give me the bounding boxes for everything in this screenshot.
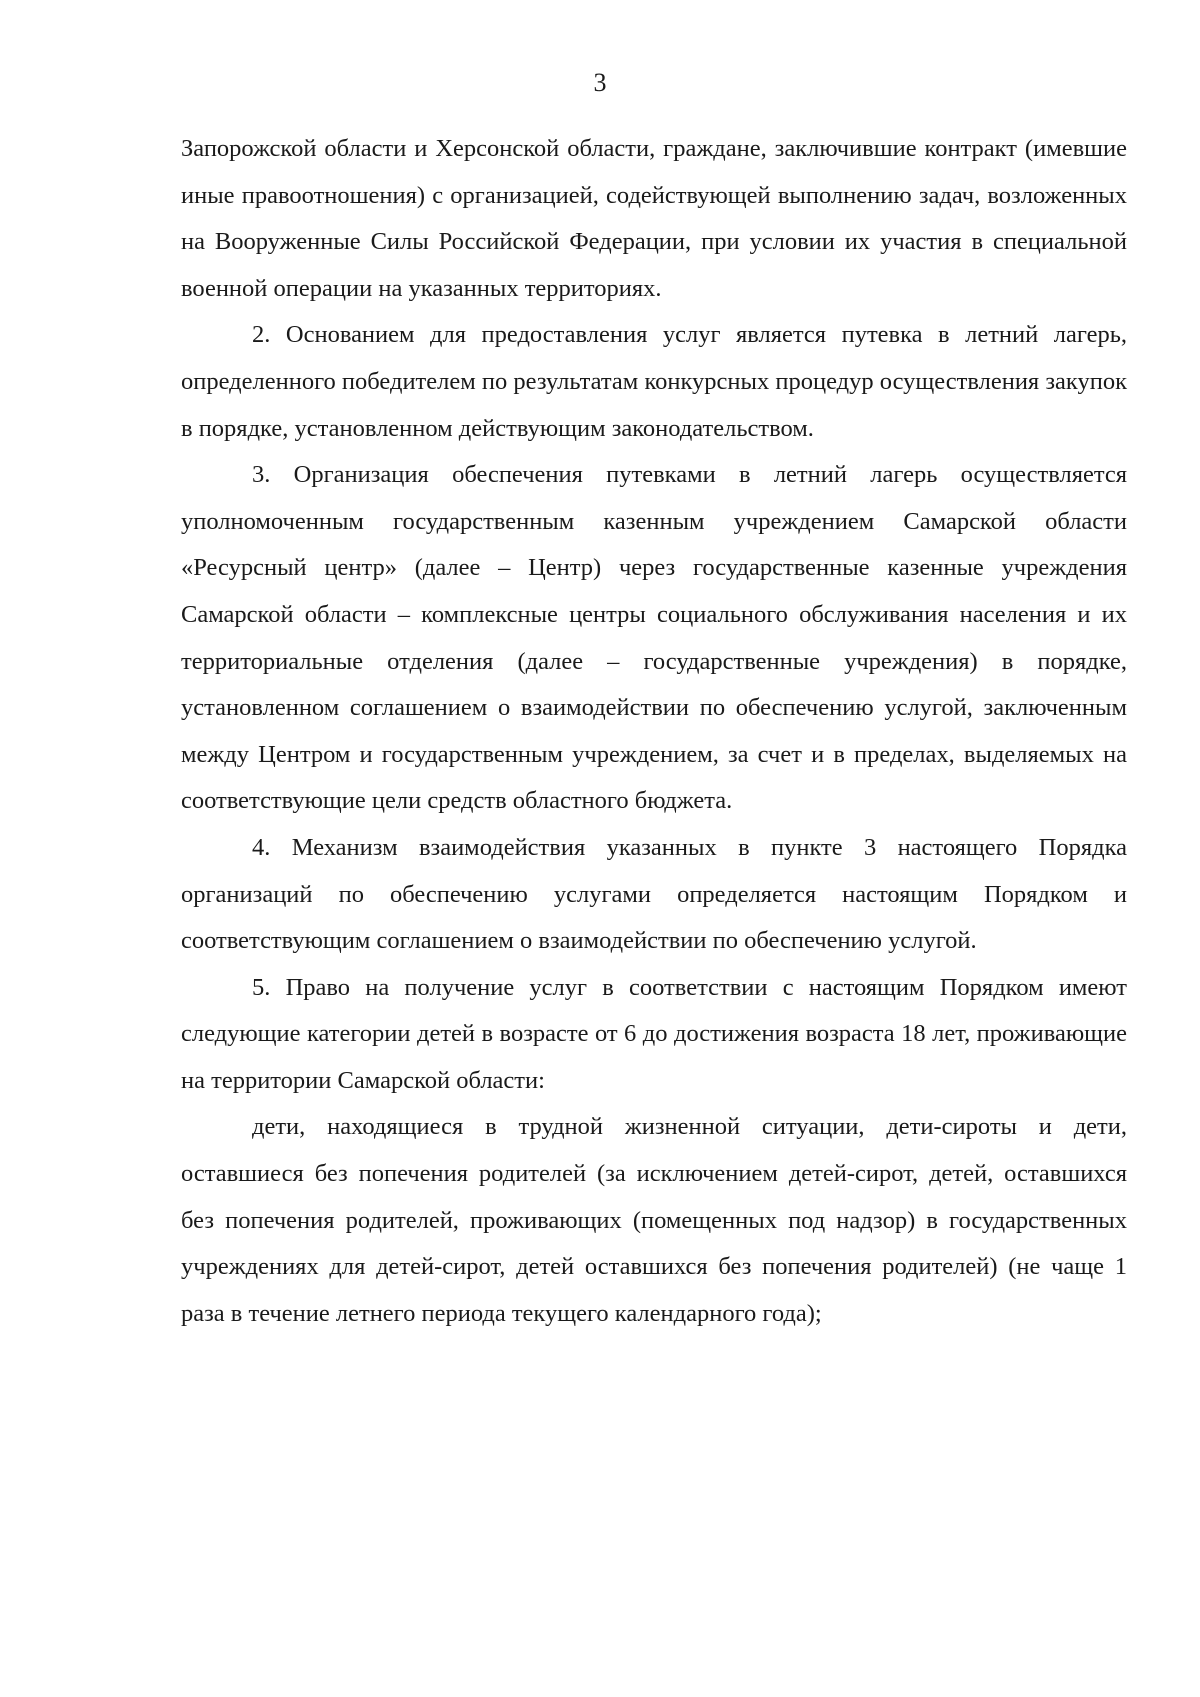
paragraph-4: 4. Механизм взаимодействия указанных в пункте 3 настоящего Порядка организаций по обеспечению услугами определяется настоящим Порядком и соответствующим соглашением о взаимодействии по обеспечению услугой. — [181, 833, 1127, 955]
paragraph-2: 2. Основанием для предоставления услуг является путевка в летний лагерь, определенного победителем по результатам конкурсных процедур осуществления закупок в порядке, установленном действующим законодательством. — [181, 321, 1127, 442]
paragraph-5-category-1: дети, находящиеся в трудной жизненной ситуации, дети-сироты и дети, оставшиеся без попечения родителей (за исключением детей-сирот, детей, оставшихся без попечения родителей, проживающих (помещенных под надзор) в государственных учреждениях для детей-сирот, детей оставшихся без попечения родителей) (не чаще 1 раза в течение летнего периода текущего календарного года); — [181, 1113, 1127, 1327]
paragraph-3: 3. Организация обеспечения путевками в летний лагерь осуществляется уполномоченным государственным казенным учреждением Самарской области «Ресурсный центр» (далее – Центр) через государственные казенные учреждения Самарской области – комплексные центры социального обслуживания населения и их территориальные отделения (далее – государственные учреждения) в порядке, установленном соглашением о взаимодействии по обеспечению услугой, заключенным между Центром и государственным учреждением, за счет и в пределах, выделяемых на соответствующие цели средств областного бюджета. — [181, 461, 1127, 815]
paragraph-continuation: Запорожской области и Херсонской области, граждане, заключившие контракт (имевшие иные правоотношения) с организацией, содействующей выполнению задач, возложенных на Вооруженные Силы Российской Федерации, при условии их участия в специальной военной операции на указанных территориях. — [181, 135, 1127, 302]
page-number: 3 — [593, 68, 607, 97]
paragraph-5: 5. Право на получение услуг в соответствии с настоящим Порядком имеют следующие категории детей в возрасте от 6 до достижения возраста 18 лет, проживающие на территории Самарской области: — [181, 973, 1127, 1094]
document-body — [181, 126, 1127, 1337]
